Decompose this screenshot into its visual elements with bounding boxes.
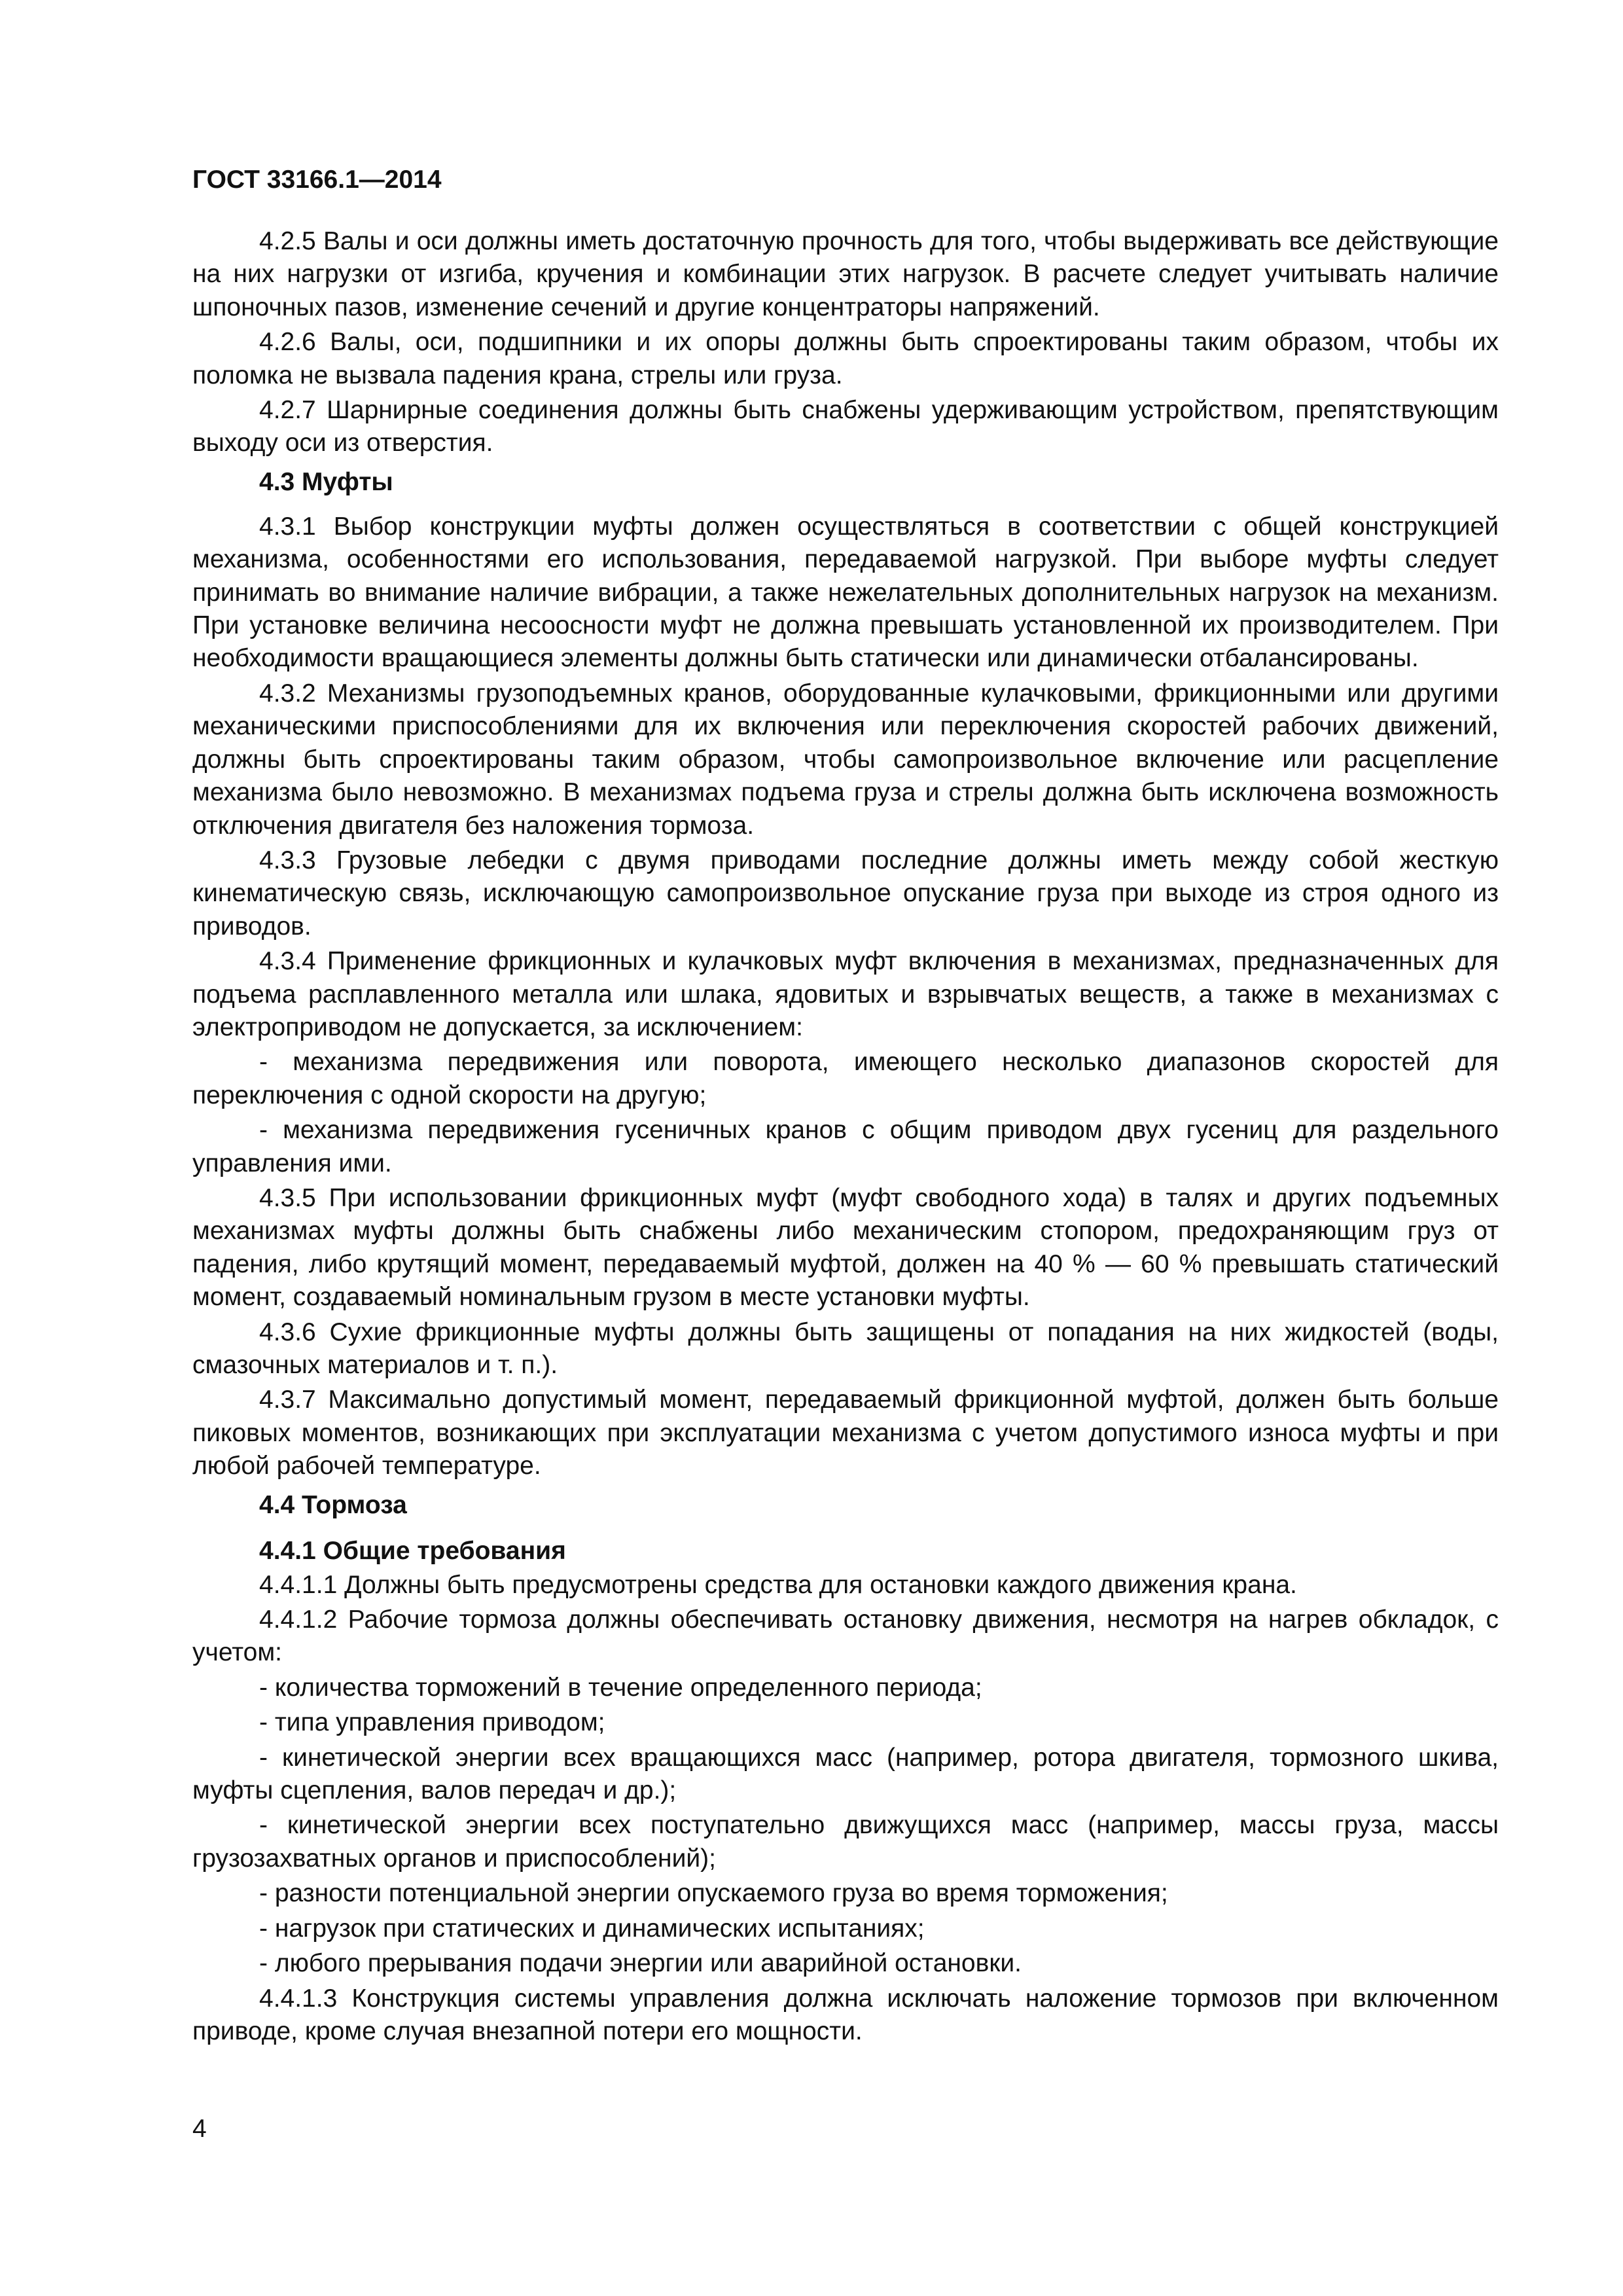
clause-4-3-5: 4.3.5 При использовании фрикционных муфт (муфт свободного хода) в талях и других подъемных механизмах муфты должны быть снабжены либо механическим стопором, предохраняющим груз от падения, либо крутящий момент, передаваемый муфтой, должен на 40 % — 60 % превышать статический момент, создаваемый номинальным грузом в месте установки муфты.: [192, 1183, 1499, 1312]
clause-4-2-5: 4.2.5 Валы и оси должны иметь достаточную прочность для того, чтобы выдерживать все действующие на них нагрузки от изгиба, кручения и комбинации этих нагрузок. В расчете следует учитывать наличие шпоночных пазов, изменение сечений и другие концентраторы напряжений.: [192, 227, 1499, 321]
list-item: - нагрузок при статических и динамических испытаниях;: [259, 1914, 925, 1943]
section-heading-4-3: 4.3 Муфты: [259, 467, 393, 496]
list-item: - механизма передвижения гусеничных кранов с общим приводом двух гусениц для раздельного управления ими.: [192, 1116, 1499, 1177]
clause-4-4-1-3: 4.4.1.3 Конструкция системы управления должна исключать наложение тормозов при включенном приводе, кроме случая внезапной потери его мощности.: [192, 1984, 1499, 2045]
list-item: - кинетической энергии всех поступательно движущихся масс (например, массы груза, массы грузозахватных органов и приспособлений);: [192, 1811, 1499, 1873]
list-item: - разности потенциальной энергии опускаемого груза во время торможения;: [259, 1879, 1168, 1908]
clause-4-2-6: 4.2.6 Валы, оси, подшипники и их опоры должны быть спроектированы таким образом, чтобы их поломка не вызвала падения крана, стрелы или груза.: [192, 328, 1499, 389]
list-item: - количества торможений в течение определенного периода;: [259, 1673, 982, 1702]
clause-4-3-2: 4.3.2 Механизмы грузоподъемных кранов, оборудованные кулачковыми, фрикционными или другими механическими приспособлениями для их включения или переключения скоростей рабочих движений, должны быть спроектированы таким образом, чтобы самопроизвольное включение или расцепление механизма было невозможно. В механизмах подъема груза и стрелы должна быть исключена возможность отключения двигателя без наложения тормоза.: [192, 679, 1499, 840]
list-item: - кинетической энергии всех вращающихся масс (например, ротора двигателя, тормозного шкива, муфты сцепления, валов передач и др.);: [192, 1743, 1499, 1805]
list-item: - любого прерывания подачи энергии или аварийной остановки.: [259, 1949, 1022, 1978]
list-item: - механизма передвижения или поворота, имеющего несколько диапазонов скоростей для переключения с одной скорости на другую;: [192, 1048, 1499, 1109]
clause-4-3-4: 4.3.4 Применение фрикционных и кулачковых муфт включения в механизмах, предназначенных для подъема расплавленного металла или шлака, ядовитых и взрывчатых веществ, а также в механизмах с электроприводом не допускается, за исключением:: [192, 947, 1499, 1041]
clause-4-3-6: 4.3.6 Сухие фрикционные муфты должны быть защищены от попадания на них жидкостей (воды, смазочных материалов и т. п.).: [192, 1318, 1499, 1379]
clause-4-2-7: 4.2.7 Шарнирные соединения должны быть снабжены удерживающим устройством, препятствующим выходу оси из отверстия.: [192, 396, 1499, 457]
clause-4-3-1: 4.3.1 Выбор конструкции муфты должен осуществляться в соответствии с общей конструкцией механизма, особенностями его использования, передаваемой нагрузкой. При выборе муфты следует принимать во внимание наличие вибрации, а также нежелательных дополнительных нагрузок на механизм. При установке величина несоосности муфт не должна превышать установленной их производителем. При необходимости вращающиеся элементы должны быть статически или динамически отбалансированы.: [192, 512, 1499, 673]
list-item: - типа управления приводом;: [259, 1708, 605, 1737]
clause-4-4-1-2: 4.4.1.2 Рабочие тормоза должны обеспечивать остановку движения, несмотря на нагрев обкладок, с учетом:: [192, 1605, 1499, 1667]
section-heading-4-4: 4.4 Тормоза: [259, 1490, 407, 1519]
clause-4-3-3: 4.3.3 Грузовые лебедки с двумя приводами последние должны иметь между собой жесткую кинематическую связь, исключающую самопроизвольное опускание груза при выходе из строя одного из приводов.: [192, 846, 1499, 941]
clause-4-4-1-1: 4.4.1.1 Должны быть предусмотрены средства для остановки каждого движения крана.: [259, 1570, 1297, 1599]
page-number: 4: [192, 2115, 207, 2143]
document-header: ГОСТ 33166.1—2014: [192, 166, 442, 194]
document-body: [192, 225, 1499, 2050]
subsection-heading-4-4-1: 4.4.1 Общие требования: [259, 1536, 566, 1565]
clause-4-3-7: 4.3.7 Максимально допустимый момент, передаваемый фрикционной муфтой, должен быть больше пиковых моментов, возникающих при эксплуатации механизма с учетом допустимого износа муфты и при любой рабочей температуре.: [192, 1386, 1499, 1480]
